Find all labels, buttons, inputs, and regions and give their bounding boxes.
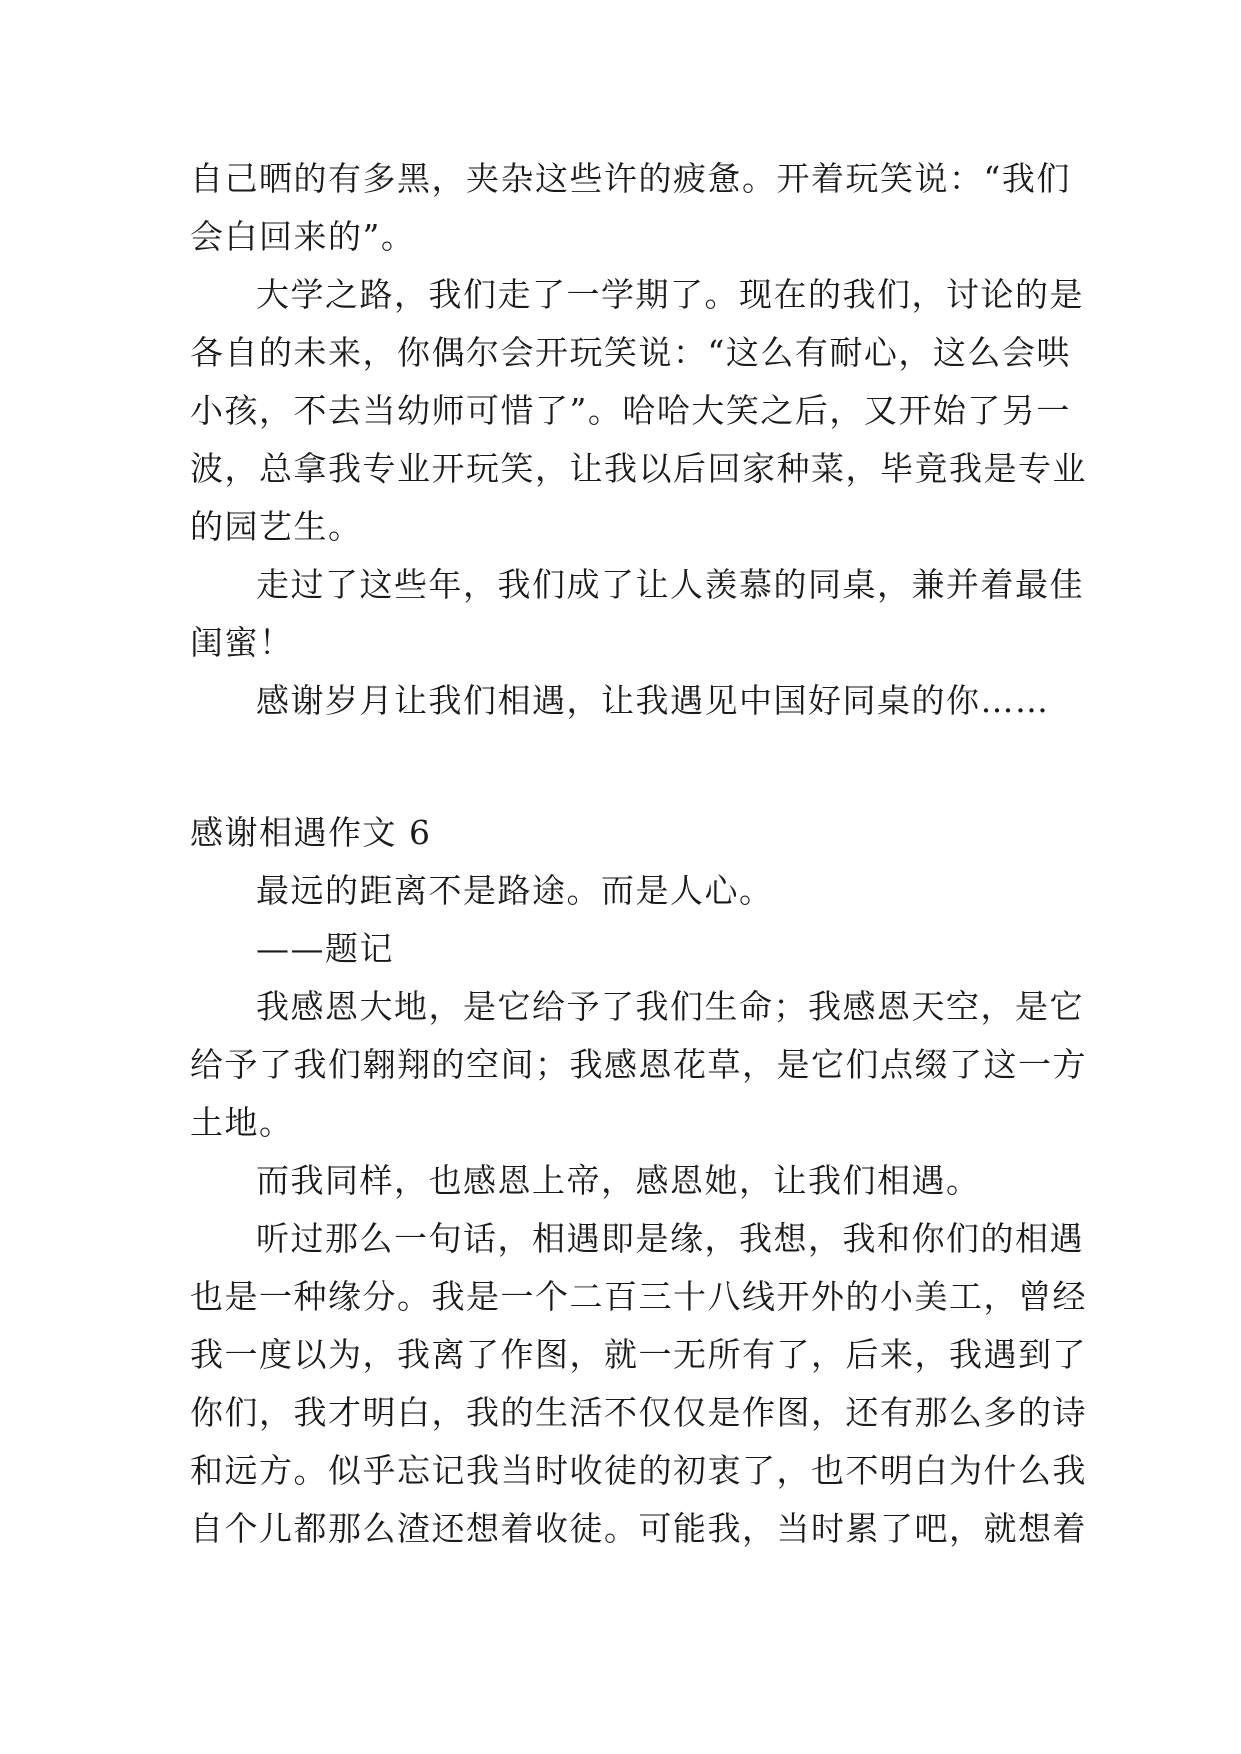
- text-line: 我感恩大地，是它给予了我们生命；我感恩天空，是它: [256, 987, 1084, 1026]
- text-line: 我一度以为，我离了作图，就一无所有了，后来，我遇到了: [190, 1335, 1087, 1374]
- text-line: ——题记: [256, 929, 394, 968]
- text-line: 自己晒的有多黑，夹杂这些许的疲惫。开着玩笑说：“我们: [190, 159, 1071, 198]
- text-line: 感谢岁月让我们相遇，让我遇见中国好同桌的你……: [256, 681, 1050, 720]
- text-line: 你们，我才明白，我的生活不仅仅是作图，还有那么多的诗: [190, 1393, 1087, 1432]
- text-line: 而我同样，也感恩上帝，感恩她，让我们相遇。: [256, 1161, 981, 1200]
- section-gap: [190, 730, 1060, 804]
- text-line: 的园艺生。: [190, 507, 363, 546]
- document-page: [190, 150, 1087, 1558]
- text-line: 自个儿都那么渣还想着收徒。可能我，当时累了吧，就想着: [190, 1509, 1087, 1548]
- text-line: 土地。: [190, 1103, 294, 1142]
- section-title: 感谢相遇作文 6: [190, 813, 432, 852]
- text-line: 走过了这些年，我们成了让人羡慕的同桌，兼并着最佳: [256, 565, 1084, 604]
- text-block-before: [190, 150, 1087, 730]
- text-line: 小孩，不去当幼师可惜了”。哈哈大笑之后，又开始了另一: [190, 391, 1071, 430]
- text-line: 也是一种缘分。我是一个二百三十八线开外的小美工，曾经: [190, 1277, 1087, 1316]
- text-line: 会白回来的”。: [190, 217, 416, 256]
- text-line: 波，总拿我专业开玩笑，让我以后回家种菜，毕竟我是专业: [190, 449, 1087, 488]
- text-line: 大学之路，我们走了一学期了。现在的我们，讨论的是: [256, 275, 1084, 314]
- text-block-after: [190, 862, 1087, 1558]
- text-line: 各自的未来，你偶尔会开玩笑说：“这么有耐心，这么会哄: [190, 333, 1071, 372]
- text-line: 闺蜜！: [190, 623, 294, 662]
- text-line: 听过那么一句话，相遇即是缘，我想，我和你们的相遇: [256, 1219, 1084, 1258]
- text-line: 最远的距离不是路途。而是人心。: [256, 871, 774, 910]
- text-line: 和远方。似乎忘记我当时收徒的初衷了，也不明白为什么我: [190, 1451, 1087, 1490]
- text-line: 给予了我们翱翔的空间；我感恩花草，是它们点缀了这一方: [190, 1045, 1087, 1084]
